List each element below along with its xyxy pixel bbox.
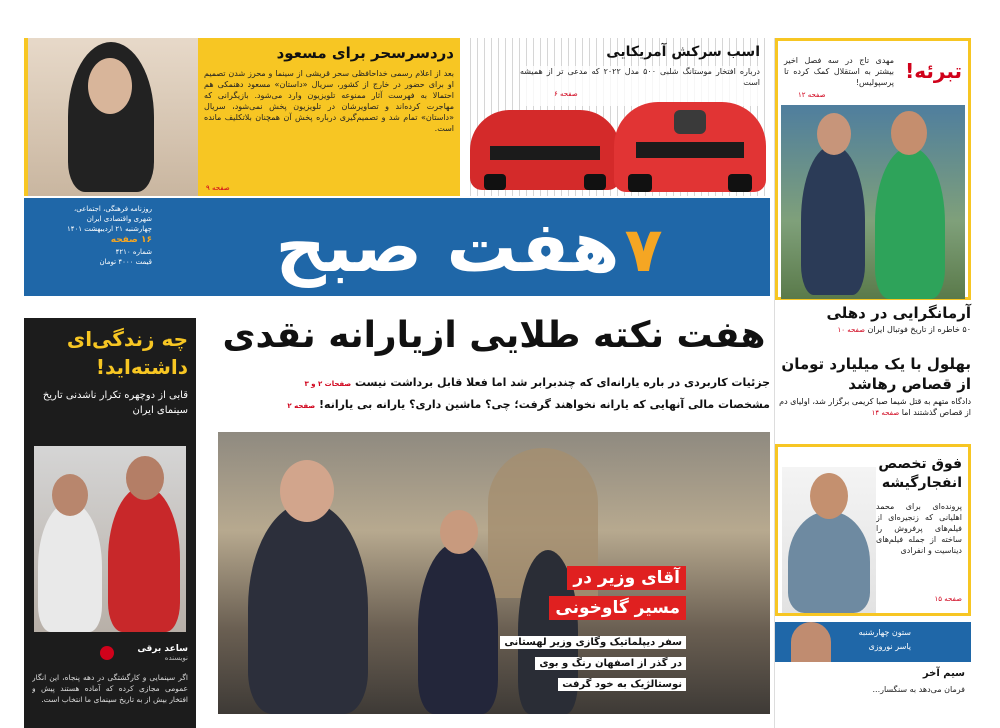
masthead-pages: ۱۶ صفحه (110, 235, 152, 245)
column-author-photo (791, 622, 831, 662)
column-label: ستون چهارشنبه (858, 628, 911, 637)
photo-title-line1: آقای وزیر در (567, 566, 686, 590)
main-subhead-1-text: جزئیات کاربردی در باره یارانه‌ای که چندبرابر شد اما فعلا قابل برداشت نیست (355, 376, 770, 389)
right-story-2[interactable] (775, 354, 971, 434)
logo-number: ۷ (624, 213, 663, 286)
top-right-story[interactable] (775, 38, 971, 300)
top-center-story[interactable] (464, 38, 770, 196)
right-column (774, 38, 970, 728)
right-story-2-body (775, 396, 971, 419)
masthead (24, 198, 770, 296)
photo-caption-line1: سفر دیپلماتیک وگازی وزیر لهستانی (500, 636, 686, 649)
left-author-block (137, 644, 188, 662)
top-center-title: اسب سرکش آمریکایی (606, 44, 760, 60)
column-author: یاسر نوروزی (868, 642, 911, 651)
right-story-3-body: پرونده‌ای برای محمد اهلیانی که زنجیره‌ای از فیلم‌های پرفروش را ساخته از جمله فیلم‌های دیناسیت و انفرادی (876, 502, 962, 555)
left-author-role: نویسنده (164, 654, 188, 662)
right-story-1-body (775, 325, 971, 334)
car-image-right (614, 102, 766, 192)
top-right-ref: صفحه ۱۲ (798, 91, 826, 99)
masthead-logo (234, 198, 704, 296)
top-center-ref: صفحه ۶ (554, 90, 578, 98)
logo-text: هفت صبح (275, 206, 620, 288)
car-image-left (470, 110, 620, 190)
photo-caption-line2: در گذر از اصفهان رنگ و بوی (535, 657, 686, 670)
right-story-1-title: آرمانگرایی در دهلی (826, 304, 971, 322)
main-subhead-2 (218, 398, 770, 411)
main-headline[interactable]: هفت نکته طلایی ازیارانه نقدی (222, 315, 766, 356)
actress-photo (28, 38, 198, 196)
right-story-3-ref: صفحه ۱۵ (934, 595, 962, 603)
right-story-1-text: ۵۰ خاطره از تاریخ فوتبال ایران (867, 325, 971, 334)
top-left-story[interactable] (24, 38, 460, 196)
top-right-body: مهدی تاج در سه فصل اخیر بیشتر به استقلال کمک کرده تا پرسپولیس! (784, 56, 894, 87)
photo-caption-line3: نوستالژیک به خود گرفت (558, 678, 686, 691)
minister-figure (248, 502, 368, 714)
right-story-2-ref: صفحه ۱۴ (871, 409, 900, 417)
right-story-1[interactable] (775, 304, 971, 350)
main-subhead-2-ref: صفحه ۲ (287, 402, 316, 410)
right-story-2-title: بهلول با یک میلیارد تومان از قصاص رهاشد (781, 355, 971, 393)
wednesday-column[interactable] (775, 622, 971, 728)
column-header (775, 622, 971, 662)
top-center-body: درباره افتخار موستانگ شلبی ۵۰۰ مدل ۲۰۲۲ که مدعی تر از همیشه است (520, 66, 760, 106)
football-photo (781, 105, 965, 299)
director-photo (782, 467, 876, 613)
top-left-body: بعد از اعلام رسمی خداحافظی سحر قریشی از سینما و محرز شدن تصمیم او برای حضور در خارج از کشور، سریال «داستان» مسعود دهنمکی هم احتمالا به فهرست آثار ممنوعه تلویزیون وارد می‌شود. بازیگرانی که مهاجرت کرده‌اند و تصاویرشان در تلویزیون پخش نمی‌شود، سریال «داستان» تمام شد و تصمیم‌گیری درباره پخش آن همچنان بلاتکلیف مانده است. (204, 69, 454, 133)
left-title-1: چه زندگی‌ای (66, 327, 188, 351)
masthead-info-line2: شهری واقتصادی ایران (86, 215, 152, 223)
top-left-title: دردسرسحر برای مسعود (276, 44, 454, 62)
masthead-date: چهارشنبه ۲۱ اردیبهشت ۱۴۰۱ (66, 225, 152, 233)
left-author-icon (100, 646, 114, 660)
column-title: سیم آخر (922, 668, 965, 679)
main-subhead-2-text: مشخصات مالی آنهایی که یارانه نخواهند گرفت؛ چی؟ ماشین داری؟ یارانه بی یارانه! (319, 398, 770, 411)
masthead-issue: شماره ۴۲۱۰ (115, 248, 152, 256)
left-photo (34, 446, 186, 632)
photo-title-line2: مسیر گاوخونی (549, 596, 686, 620)
column-body: فرمان می‌دهد به سنگسار... (872, 685, 965, 694)
main-subhead-1 (218, 376, 770, 389)
photo-caption (486, 630, 686, 691)
top-left-ref: صفحه ۹ (206, 184, 230, 192)
left-subtitle: قابی از دوچهره تکرار ناشدنی تاریخ سینمای ایران (42, 390, 188, 416)
left-author: ساعد برقی (137, 644, 188, 654)
main-subhead-1-ref: صفحات ۲ و ۳ (304, 380, 352, 388)
right-story-1-ref: صفحه ۱۰ (837, 326, 865, 334)
masthead-info-line1: روزنامه فرهنگی، اجتماعی، (74, 205, 152, 213)
top-right-label: تبرئه! (905, 59, 962, 83)
left-column[interactable] (24, 318, 196, 728)
left-title-2: داشته‌اید! (95, 355, 188, 379)
right-story-3[interactable] (775, 444, 971, 616)
right-story-2-text: دادگاه متهم به قتل شیما صبا کریمی برگزار شد، اولیای دم از قصاص گذشتند اما (779, 397, 971, 417)
main-photo[interactable] (218, 432, 770, 714)
masthead-price: قیمت ۴۰۰۰ تومان (99, 258, 152, 266)
left-body: اگر سینمایی و کارگشتگی در دهه پنجاه، این انگار عمومی مجازی کرده که آماده هستند پیش و افتخار بیش از به تاریخ سینمای ما انتخاب است. (32, 673, 188, 704)
masthead-info (32, 204, 152, 267)
right-story-3-title: فوق تخصص انفجارگیشه (878, 456, 962, 491)
